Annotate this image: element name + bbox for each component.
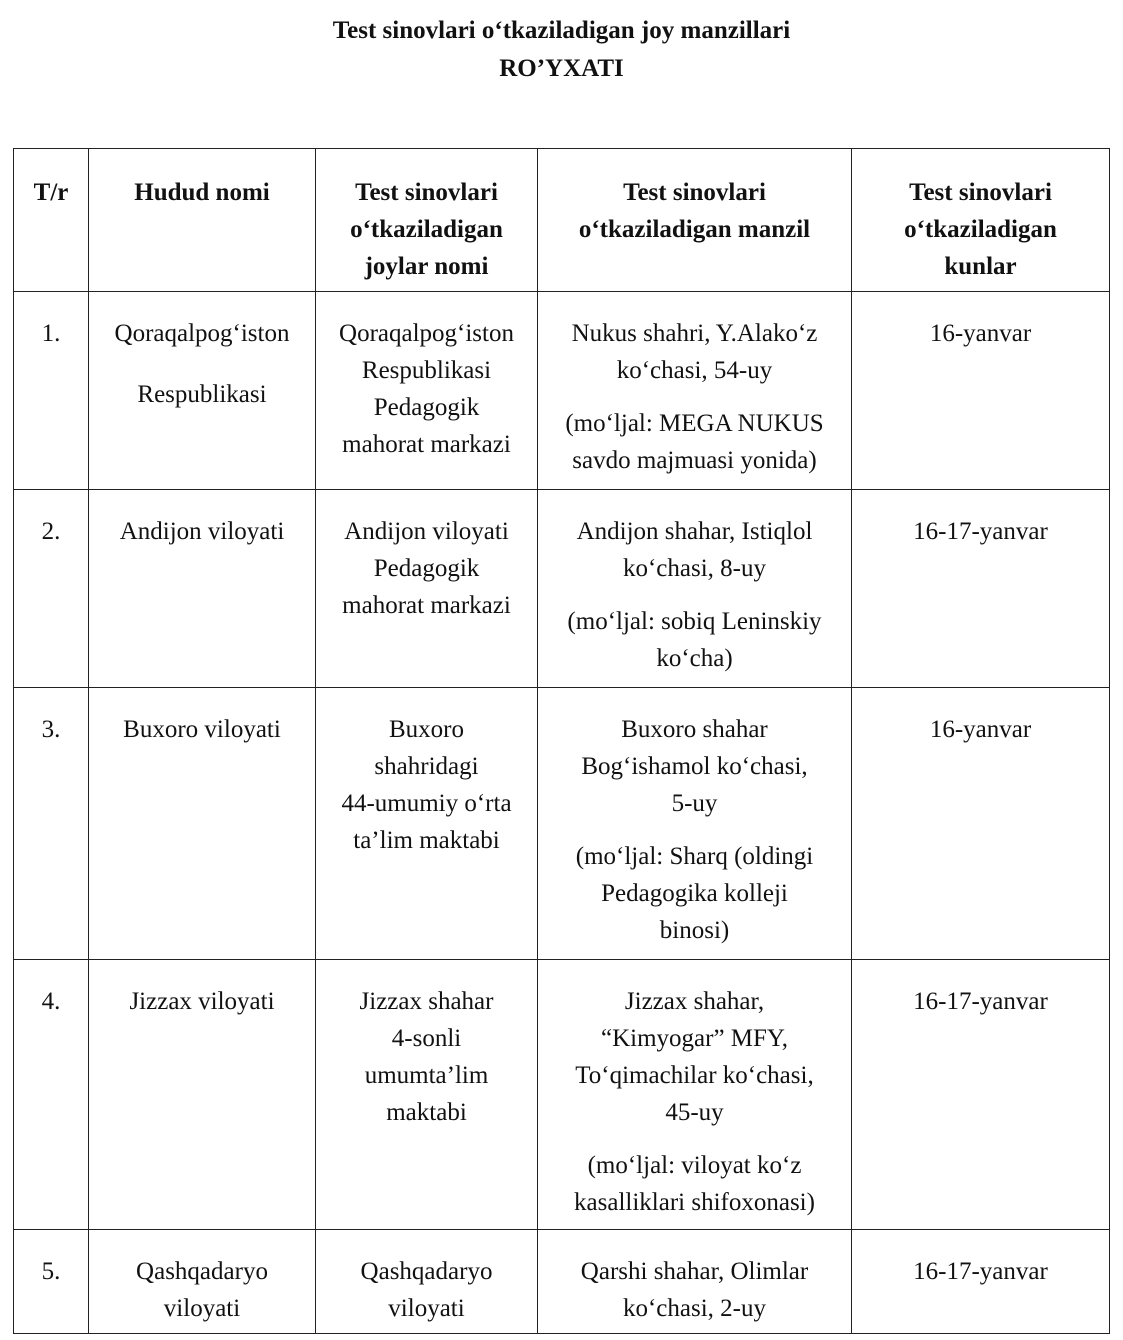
row-days: 16-yanvar (852, 292, 1110, 490)
row-region: Qoraqalpog‘iston Respublikasi (89, 292, 316, 490)
row-number: 5. (14, 1230, 89, 1334)
row-days: 16-17-yanvar (852, 960, 1110, 1230)
row-days: 16-17-yanvar (852, 1230, 1110, 1334)
row-place: Qashqadaryo viloyati (316, 1230, 538, 1334)
document-title: Test sinovlari o‘tkaziladigan joy manzillari (332, 17, 791, 44)
header-place: Test sinovlari o‘tkaziladigan joylar nomi (316, 149, 538, 292)
header-region: Hudud nomi (89, 149, 316, 292)
locations-table (13, 148, 1110, 1334)
table-row (14, 490, 1110, 688)
row-place: Buxoro shahridagi 44-umumiy o‘rta ta’lim maktabi (316, 688, 538, 960)
row-address: Qarshi shahar, Olimlar ko‘chasi, 2-uy (538, 1230, 852, 1334)
row-address: Nukus shahri, Y.Alako‘z ko‘chasi, 54-uy (mo‘ljal: MEGA NUKUS savdo majmuasi yonida) (538, 292, 852, 490)
row-address: Jizzax shahar, “Kimyogar” MFY, To‘qimachilar ko‘chasi, 45-uy (mo‘ljal: viloyat ko‘z kasalliklari shifoxonasi) (538, 960, 852, 1230)
row-days: 16-yanvar (852, 688, 1110, 960)
row-number: 2. (14, 490, 89, 688)
row-landmark: (mo‘ljal: sobiq Leninskiy ko‘cha) (567, 608, 822, 672)
row-number: 4. (14, 960, 89, 1230)
row-landmark: (mo‘ljal: MEGA NUKUS savdo majmuasi yonida) (565, 410, 824, 474)
header-number: T/r (14, 149, 89, 292)
header-address: Test sinovlari o‘tkaziladigan manzil (538, 149, 852, 292)
row-days: 16-17-yanvar (852, 490, 1110, 688)
row-place: Andijon viloyati Pedagogik mahorat markazi (316, 490, 538, 688)
row-region: Andijon viloyati (89, 490, 316, 688)
row-region: Qashqadaryo viloyati (89, 1230, 316, 1334)
document-subtitle: RO’YXATI (499, 55, 624, 82)
row-address: Andijon shahar, Istiqlol ko‘chasi, 8-uy (mo‘ljal: sobiq Leninskiy ko‘cha) (538, 490, 852, 688)
row-number: 1. (14, 292, 89, 490)
row-region: Buxoro viloyati (89, 688, 316, 960)
row-place: Qoraqalpog‘iston Respublikasi Pedagogik mahorat markazi (316, 292, 538, 490)
row-landmark: (mo‘ljal: Sharq (oldingi Pedagogika kolleji binosi) (575, 843, 814, 944)
row-number: 3. (14, 688, 89, 960)
table-header-row (14, 149, 1110, 292)
table-row (14, 960, 1110, 1230)
row-landmark: (mo‘ljal: viloyat ko‘z kasalliklari shifoxonasi) (574, 1152, 815, 1216)
table-row (14, 688, 1110, 960)
table-row (14, 1230, 1110, 1334)
row-region: Jizzax viloyati (89, 960, 316, 1230)
table-row (14, 292, 1110, 490)
header-days: Test sinovlari o‘tkaziladigan kunlar (852, 149, 1110, 292)
row-address: Buxoro shahar Bog‘ishamol ko‘chasi, 5-uy (mo‘ljal: Sharq (oldingi Pedagogika kolleji binosi) (538, 688, 852, 960)
row-place: Jizzax shahar 4-sonli umumta’lim maktabi (316, 960, 538, 1230)
